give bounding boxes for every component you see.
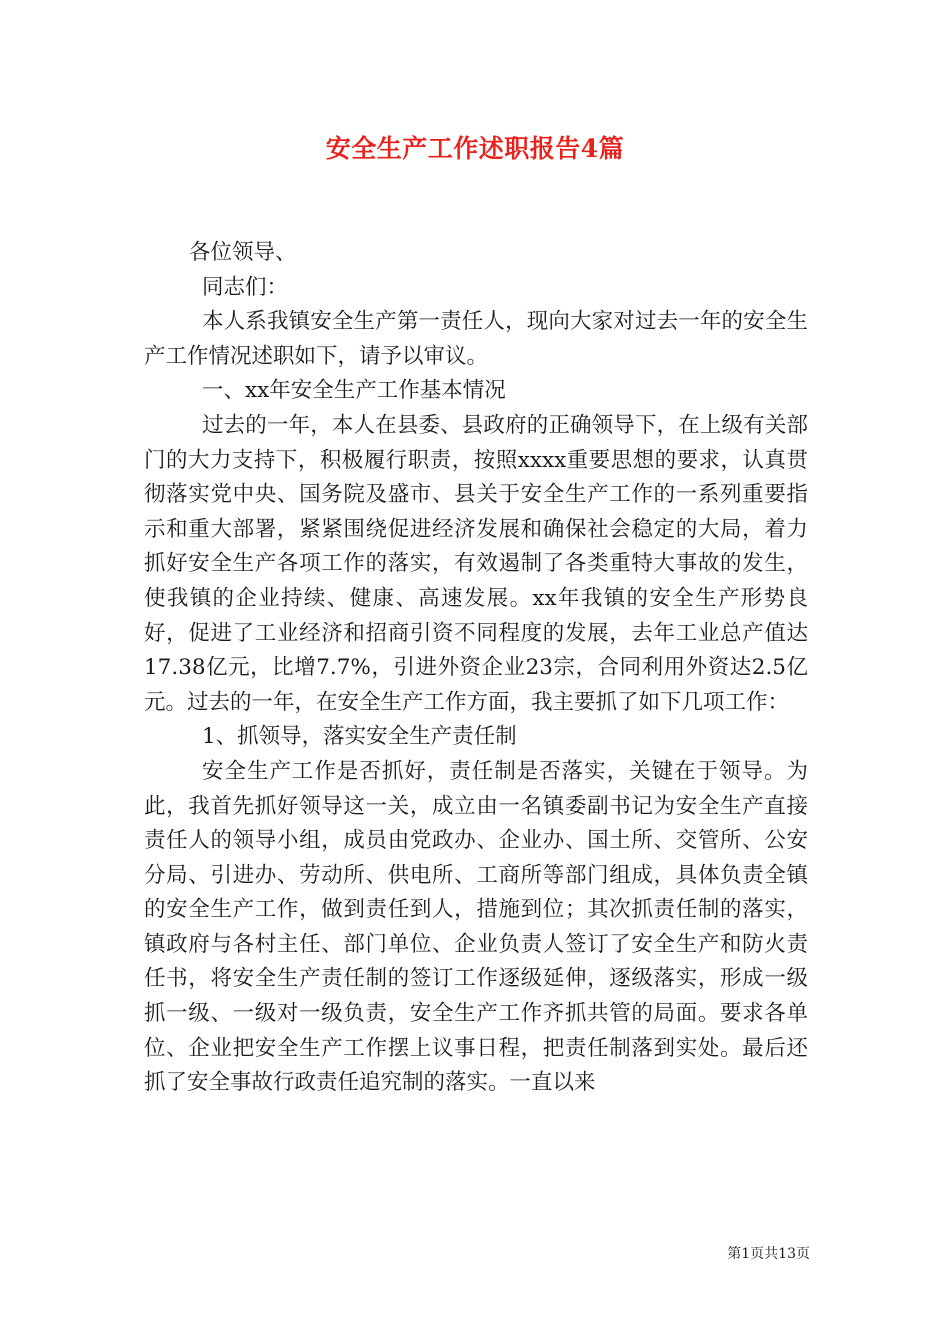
document-body (144, 236, 808, 1101)
page-number-footer: 第1页共13页 (727, 1246, 810, 1262)
paragraph: 1、抓领导，落实安全生产责任制 (202, 724, 517, 750)
paragraph: 安全生产工作是否抓好，责任制是否落实，关键在于领导。为此，我首先抓好领导这一关，成立由一名镇委副书记为安全生产直接责任人的领导小组，成员由党政办、企业办、国土所、交管所、公安分局、引进办、劳动所、供电所、工商所等部门组成，具体负责全镇的安全生产工作，做到责任到人，措施到位；其次抓责任制的落实，镇政府与各村主任、部门单位、企业负责人签订了安全生产和防火责任书，将安全生产责任制的签订工作逐级延伸，逐级落实，形成一级抓一级、一级对一级负责，安全生产工作齐抓共管的局面。要求各单位、企业把安全生产工作摆上议事日程，把责任制落到实处。最后还抓了安全事故行政责任追究制的落实。一直以来 (144, 758, 808, 1096)
paragraph: 本人系我镇安全生产第一责任人，现向大家对过去一年的安全生产工作情况述职如下，请予以审议。 (144, 309, 808, 369)
document-title: 安全生产工作述职报告4篇 (325, 134, 625, 163)
paragraph: 过去的一年，本人在县委、县政府的正确领导下，在上级有关部门的大力支持下，积极履行职责，按照xxxx重要思想的要求，认真贯彻落实党中央、国务院及盛市、县关于安全生产工作的一系列重要指示和重大部署，紧紧围绕促进经济发展和确保社会稳定的大局，着力抓好安全生产各项工作的落实，有效遏制了各类重特大事故的发生，使我镇的企业持续、健康、高速发展。xx年我镇的安全生产形势良好，促进了工业经济和招商引资不同程度的发展，去年工业总产值达17.38亿元，比增7.7%，引进外资企业23宗，合同利用外资达2.5亿元。过去的一年，在安全生产工作方面，我主要抓了如下几项工作： (144, 412, 808, 715)
paragraph: 同志们： (202, 274, 289, 300)
paragraph: 各位领导、 (189, 240, 297, 265)
paragraph: 一、xx年安全生产工作基本情况 (202, 378, 506, 404)
